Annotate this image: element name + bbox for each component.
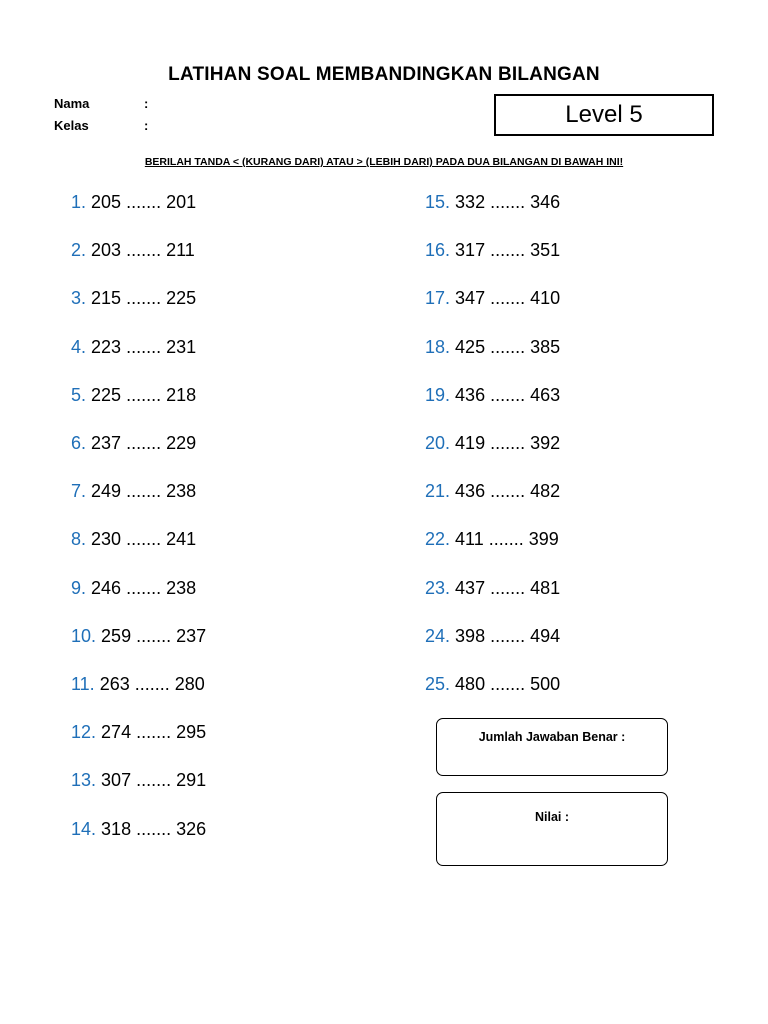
question-expression: 225 ....... 218	[91, 384, 197, 405]
question-number: 19.	[425, 384, 451, 405]
question-item	[71, 673, 205, 695]
question-number: 18.	[425, 336, 451, 357]
question-number: 21.	[425, 481, 451, 502]
question-item	[425, 625, 560, 647]
question-number: 11.	[71, 674, 95, 694]
question-item	[71, 384, 196, 406]
question-expression: 246 ....... 238	[91, 577, 197, 598]
question-number: 23.	[425, 577, 451, 598]
question-item	[71, 625, 206, 647]
question-number: 16.	[425, 240, 451, 261]
grade-label: Nilai :	[534, 810, 570, 824]
question-item	[425, 480, 560, 502]
question-expression: 425 ....... 385	[455, 336, 561, 357]
question-item	[425, 239, 560, 261]
question-expression: 249 ....... 238	[91, 481, 197, 502]
question-expression: 411 ....... 399	[455, 529, 559, 550]
question-number: 17.	[425, 288, 451, 309]
question-item	[71, 577, 196, 599]
question-number: 8.	[71, 529, 87, 550]
question-expression: 223 ....... 231	[91, 336, 197, 357]
question-item	[71, 432, 196, 454]
nama-label: Nama	[54, 96, 90, 111]
question-item	[425, 287, 560, 309]
question-expression: 317 ....... 351	[455, 240, 561, 261]
question-number: 20.	[425, 433, 451, 453]
question-number: 14.	[71, 818, 97, 839]
question-item	[71, 191, 196, 213]
question-item	[71, 721, 206, 743]
question-expression: 215 ....... 225	[91, 288, 197, 309]
question-expression: 307 ....... 291	[101, 770, 207, 791]
question-number: 24.	[425, 625, 451, 646]
question-number: 1.	[71, 192, 87, 212]
question-expression: 237 ....... 229	[91, 433, 197, 453]
question-expression: 480 ....... 500	[455, 674, 561, 694]
question-number: 10.	[71, 625, 97, 646]
question-expression: 203 ....... 211	[91, 240, 195, 261]
question-item	[71, 818, 206, 840]
question-expression: 230 ....... 241	[91, 529, 197, 550]
question-item	[71, 239, 195, 261]
question-number: 3.	[71, 288, 87, 309]
question-number: 9.	[71, 577, 87, 598]
question-item	[425, 336, 560, 358]
question-number: 7.	[71, 481, 87, 502]
question-expression: 318 ....... 326	[101, 818, 207, 839]
level-box: Level 5	[494, 94, 714, 136]
question-item	[71, 287, 196, 309]
question-expression: 205 ....... 201	[91, 192, 197, 212]
question-number: 2.	[71, 240, 87, 261]
question-item	[71, 769, 206, 791]
question-expression: 263 ....... 280	[99, 674, 205, 694]
question-expression: 436 ....... 482	[455, 481, 561, 502]
correct-answers-box	[436, 718, 668, 776]
question-number: 13.	[71, 770, 97, 791]
grade-box	[436, 792, 668, 866]
question-item	[425, 577, 560, 599]
question-item	[425, 384, 560, 406]
question-expression: 274 ....... 295	[101, 722, 207, 743]
question-item	[425, 432, 560, 454]
question-number: 12.	[71, 722, 97, 743]
question-number: 4.	[71, 336, 87, 357]
question-expression: 398 ....... 494	[455, 625, 561, 646]
instruction: BERILAH TANDA < (KURANG DARI) ATAU > (LEBIH DARI) PADA DUA BILANGAN DI BAWAH INI!	[144, 156, 624, 168]
page-title: LATIHAN SOAL MEMBANDINGKAN BILANGAN	[168, 64, 600, 85]
question-expression: 436 ....... 463	[455, 384, 561, 405]
question-item	[425, 191, 560, 213]
question-item	[71, 480, 196, 502]
question-expression: 437 ....... 481	[455, 577, 561, 598]
question-number: 22.	[425, 529, 451, 550]
correct-answers-label: Jumlah Jawaban Benar :	[478, 730, 626, 744]
question-item	[425, 528, 559, 550]
question-expression: 332 ....... 346	[455, 192, 561, 212]
kelas-colon: :	[144, 118, 149, 133]
question-item	[71, 336, 196, 358]
question-item	[425, 673, 560, 695]
question-number: 6.	[71, 433, 87, 453]
question-expression: 259 ....... 237	[101, 625, 207, 646]
question-number: 25.	[425, 674, 451, 694]
question-expression: 419 ....... 392	[455, 433, 561, 453]
question-item	[71, 528, 196, 550]
question-number: 5.	[71, 384, 87, 405]
question-number: 15.	[425, 192, 451, 212]
nama-colon: :	[144, 96, 149, 111]
question-expression: 347 ....... 410	[455, 288, 561, 309]
kelas-label: Kelas	[54, 118, 89, 133]
